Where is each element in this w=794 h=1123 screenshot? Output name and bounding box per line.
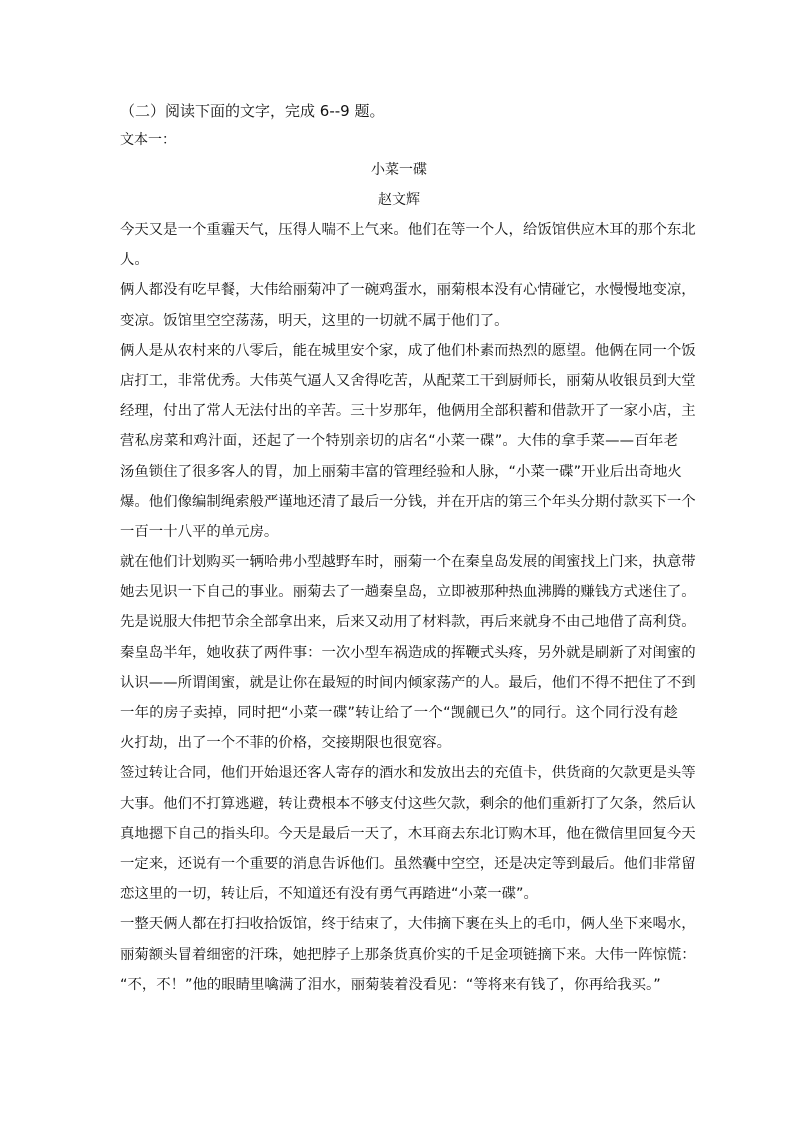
paragraph-line: 火打劫，出了一个不菲的价格，交接期限也很宽容。 — [120, 735, 451, 752]
paragraph-line: 今天又是一个重霾天气，压得人喘不上气来。他们在等一个人，给饭馆供应木耳的那个东北 — [120, 222, 696, 238]
paragraph-line: 营私房菜和鸡汁面，还起了一个特别亲切的店名“小菜一碟”。大伟的拿手菜——百年老 — [120, 433, 678, 450]
paragraph-line: 秦皇岛半年，她收获了两件事：一次小型车祸造成的挥鞭式头疼，另外就是刷新了对闺蜜的 — [120, 644, 696, 661]
paragraph — [120, 336, 696, 547]
paragraph-line: 大事。他们不打算逃避，转让费根本不够支付这些欠款，剩余的他们重新打了欠条，然后认 — [120, 795, 696, 812]
paragraph-line: 店打工，非常优秀。大伟英气逼人又舍得吃苦，从配菜工干到厨师长，丽菊从收银员到大堂 — [120, 372, 696, 389]
paragraph — [120, 275, 696, 335]
paragraph-line: 签过转让合同，他们开始退还客人寄存的酒水和发放出去的充值卡，供货商的欠款更是头等 — [120, 765, 696, 782]
section-heading: （二）阅读下面的文字，完成 6--9 题。 — [120, 102, 385, 120]
paragraph-line: 人。 — [120, 252, 149, 269]
paragraph-line: 真地摁下自己的指头印。今天是最后一天了，木耳商去东北订购木耳，他在微信里回复今天 — [120, 825, 696, 842]
paragraph-line: 一百一十八平的单元房。 — [120, 523, 279, 540]
paragraph-line: 俩人是从农村来的八零后，能在城里安个家，成了他们朴素而热烈的愿望。他俩在同一个饭 — [120, 342, 696, 359]
paragraph-line: 变凉。饭馆里空空荡荡，明天，这里的一切就不属于他们了。 — [120, 312, 509, 329]
paragraph-line: 恋这里的一切，转让后，不知道还有没有勇气再踏进“小菜一碟”。 — [120, 886, 538, 903]
story-body — [120, 215, 696, 1000]
paragraph — [120, 909, 696, 1000]
paragraph-line: 俩人都没有吃早餐，大伟给丽菊冲了一碗鸡蛋水，丽菊根本没有心情碰它，水慢慢地变凉， — [120, 282, 696, 299]
paragraph-line: 汤鱼锁住了很多客人的胃，加上丽菊丰富的管理经验和人脉，“小菜一碟”开业后出奇地火 — [120, 463, 682, 480]
paragraph — [120, 547, 696, 758]
document-page — [120, 97, 696, 1000]
paragraph-line: 一年的房子卖掉，同时把“小菜一碟”转让给了一个“觊觎已久”的同行。这个同行没有趁 — [120, 705, 678, 721]
paragraph-line: “不，不！”他的眼睛里噙满了泪水，丽菊装着没看见：“等将来有钱了，你再给我买。” — [120, 976, 661, 993]
text-label: 文本一： — [120, 132, 176, 148]
paragraph-line: 经理，付出了常人无法付出的辛苦。三十岁那年，他俩用全部积蓄和借款开了一家小店，主 — [120, 403, 696, 420]
paragraph — [120, 758, 696, 909]
paragraph-line: 认识——所谓闺蜜，就是让你在最短的时间内倾家荡产的人。最后，他们不得不把住了不到 — [120, 674, 696, 691]
author-name: 赵文辉 — [378, 192, 420, 208]
paragraph-line: 先是说服大伟把节余全部拿出来，后来又动用了材料款，再后来就身不由己地借了高利贷。 — [120, 614, 696, 631]
paragraph-line: 爆。他们像编制绳索般严谨地还清了最后一分钱，并在开店的第三个年头分期付款买下一个 — [120, 493, 696, 510]
paragraph — [120, 215, 696, 275]
paragraph-line: 她去见识一下自己的事业。丽菊去了一趟秦皇岛，立即被那种热血沸腾的赚钱方式迷住了。 — [120, 584, 696, 601]
paragraph-line: 就在他们计划购买一辆哈弗小型越野车时，丽菊一个在秦皇岛发展的闺蜜找上门来，执意带 — [120, 554, 696, 571]
paragraph-line: 一定来，还说有一个重要的消息告诉他们。虽然囊中空空，还是决定等到最后。他们非常留 — [120, 855, 696, 872]
story-title: 小菜一碟 — [371, 162, 427, 178]
paragraph-line: 一整天俩人都在打扫收拾饭馆，终于结束了，大伟摘下裹在头上的毛巾，俩人坐下来喝水， — [120, 916, 696, 933]
paragraph-line: 丽菊额头冒着细密的汗珠，她把脖子上那条货真价实的千足金项链摘下来。大伟一阵惊慌： — [120, 946, 696, 963]
